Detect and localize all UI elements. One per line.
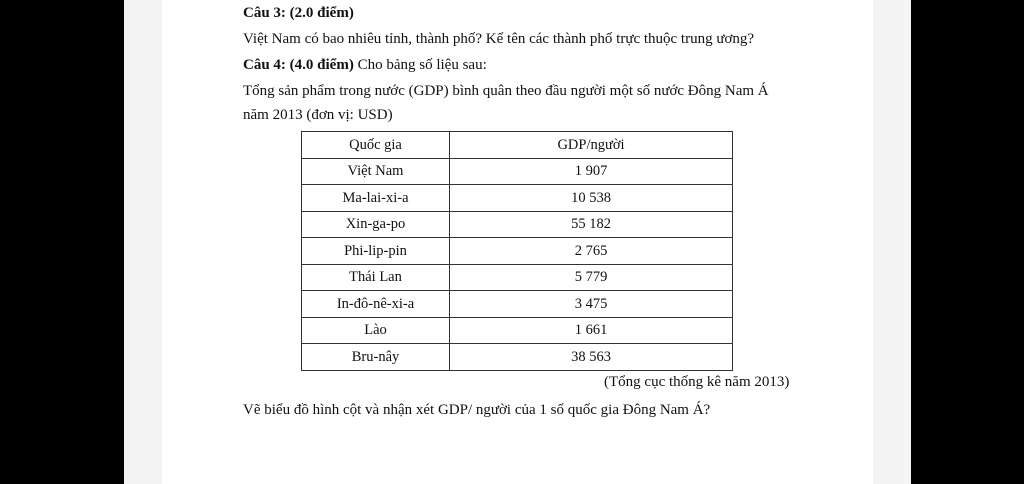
table-row xyxy=(302,185,733,212)
question-3-text: Việt Nam có bao nhiêu tỉnh, thành phố? Kể tên các thành phố trực thuộc trung ương? xyxy=(243,31,755,47)
table-cell-country: Thái Lan xyxy=(302,264,450,291)
question-3-heading: Câu 3: (2.0 điểm) xyxy=(243,5,354,21)
question-4-intro: Cho bảng số liệu sau: xyxy=(357,57,487,73)
table-cell-country: Phi-lip-pin xyxy=(302,238,450,265)
table-row xyxy=(302,158,733,185)
table-cell-gdp: 5 779 xyxy=(450,264,733,291)
table-row xyxy=(302,238,733,265)
table-row xyxy=(302,211,733,238)
table-cell-gdp: 1 907 xyxy=(450,158,733,185)
gdp-table xyxy=(301,131,733,371)
table-row xyxy=(302,264,733,291)
table-cell-country: Lào xyxy=(302,317,450,344)
table-header-row xyxy=(302,132,733,159)
table-row xyxy=(302,317,733,344)
table-cell-gdp: 2 765 xyxy=(450,238,733,265)
question-4-description-line2: năm 2013 (đơn vị: USD) xyxy=(243,107,393,123)
table-cell-gdp: 38 563 xyxy=(450,344,733,371)
table-cell-country: Bru-nây xyxy=(302,344,450,371)
table-cell-gdp: 1 661 xyxy=(450,317,733,344)
page-margin-right xyxy=(873,0,911,484)
question-4-heading-line xyxy=(243,56,487,74)
table-header-country: Quốc gia xyxy=(302,132,450,159)
table-row xyxy=(302,291,733,318)
page-margin-left xyxy=(124,0,162,484)
table-cell-country: In-đô-nê-xi-a xyxy=(302,291,450,318)
question-4-task: Vẽ biểu đồ hình cột và nhận xét GDP/ người của 1 số quốc gia Đông Nam Á? xyxy=(243,402,711,418)
table-cell-gdp: 3 475 xyxy=(450,291,733,318)
table-header-gdp: GDP/người xyxy=(450,132,733,159)
table-source-note: (Tổng cục thống kê năm 2013) xyxy=(604,374,790,390)
table-row xyxy=(302,344,733,371)
question-4-description-line1: Tổng sản phẩm trong nước (GDP) bình quân theo đầu người một số nước Đông Nam Á xyxy=(243,83,769,99)
table-cell-gdp: 10 538 xyxy=(450,185,733,212)
question-4-heading: Câu 4: (4.0 điểm) xyxy=(243,57,354,73)
table-cell-gdp: 55 182 xyxy=(450,211,733,238)
table-cell-country: Xin-ga-po xyxy=(302,211,450,238)
table-cell-country: Việt Nam xyxy=(302,158,450,185)
table-cell-country: Ma-lai-xi-a xyxy=(302,185,450,212)
